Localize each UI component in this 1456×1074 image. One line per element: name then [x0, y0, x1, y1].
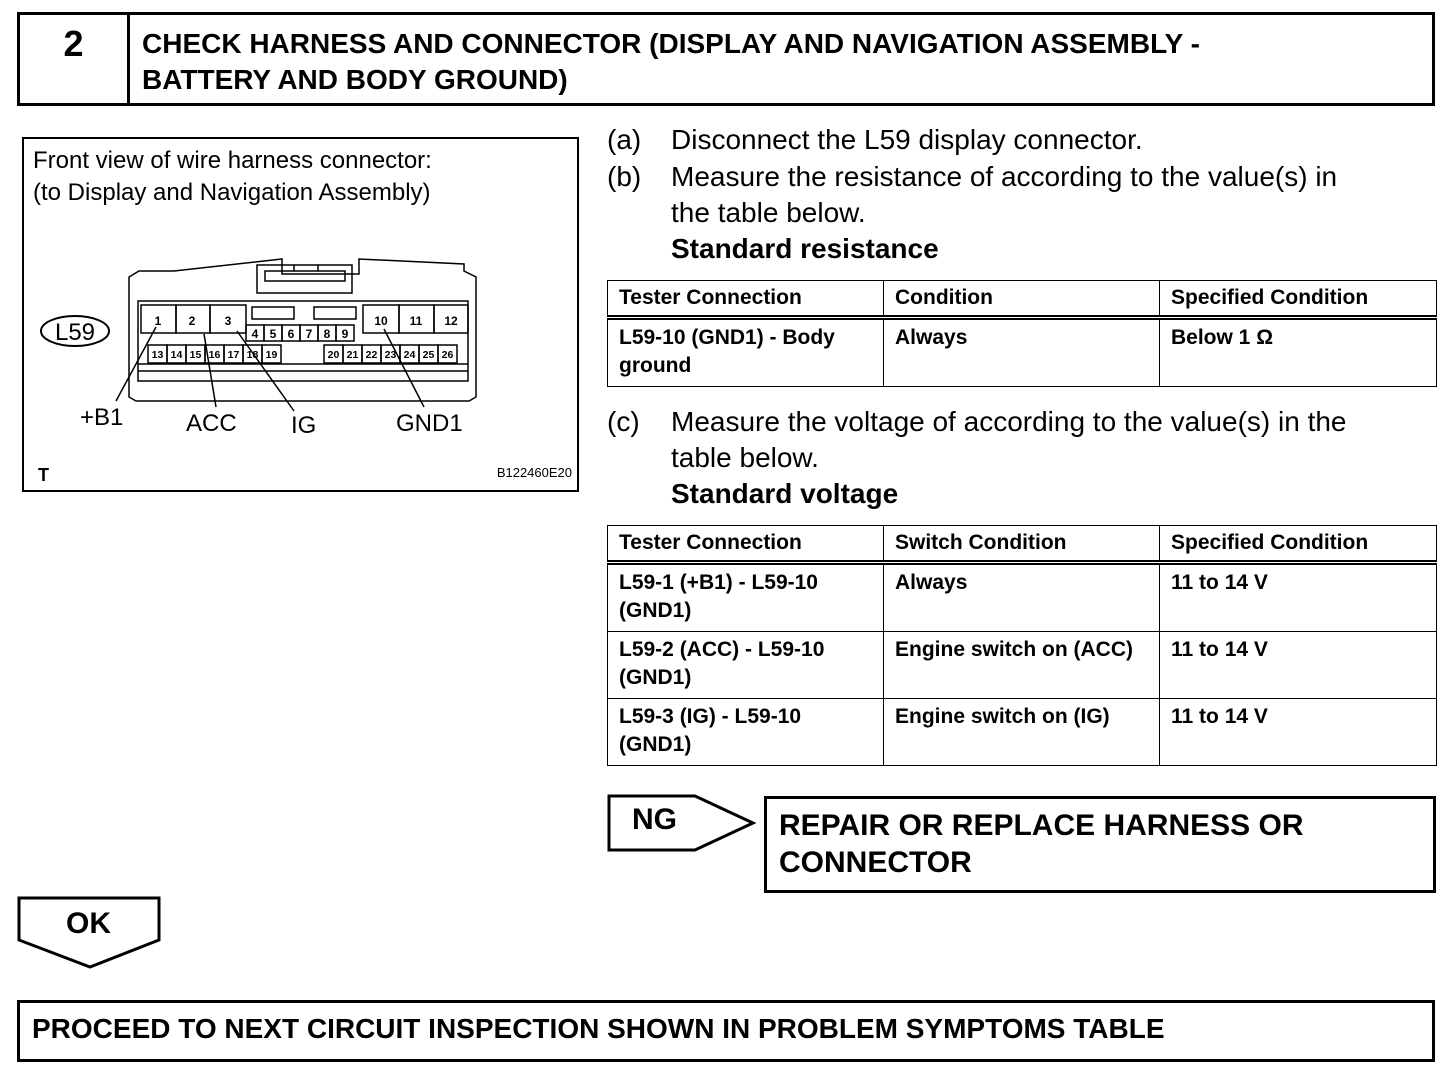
- instruction-b-letter: (b): [607, 161, 642, 192]
- instruction-b-text-line1: Measure the resistance of according to the value(s) in: [671, 161, 1338, 192]
- instruction-a: [607, 122, 1437, 158]
- column-header: Tester Connection: [608, 526, 884, 563]
- pin-label: 13: [151, 349, 164, 361]
- pin-label: 5: [269, 327, 277, 341]
- pin-label: 10: [374, 314, 388, 328]
- standard-voltage-label: Standard voltage: [671, 478, 899, 509]
- instruction-c: [607, 404, 1437, 476]
- label-b1: +B1: [80, 404, 124, 431]
- pin-label: 21: [346, 349, 359, 361]
- table-cell: Below 1 Ω: [1160, 318, 1437, 387]
- label-gnd1: GND1: [396, 410, 463, 437]
- step-title: CHECK HARNESS AND CONNECTOR (DISPLAY AND NAVIGATION ASSEMBLY - BATTERY AND BODY GROUND): [142, 28, 1200, 95]
- instruction-a-text: Disconnect the L59 display connector.: [671, 124, 1143, 155]
- pin-label: 7: [305, 327, 313, 341]
- voltage-table: [607, 525, 1437, 766]
- pin-label: 23: [384, 349, 397, 361]
- pin-label: 20: [327, 349, 340, 361]
- pin-label: 8: [323, 327, 331, 341]
- connector-figure: [22, 137, 579, 492]
- pin-label: 17: [227, 349, 240, 361]
- table-row: [608, 563, 1437, 632]
- pin-label: 12: [444, 314, 458, 328]
- connector-id: L59: [54, 319, 96, 346]
- pin-label: 9: [341, 327, 349, 341]
- instruction-c-text-line2: table below.: [671, 442, 819, 473]
- table-cell: L59-1 (+B1) - L59-10 (GND1): [608, 563, 884, 632]
- figure-caption-line2: (to Display and Navigation Assembly): [33, 179, 431, 206]
- column-header: Tester Connection: [608, 281, 884, 318]
- pin-label: 3: [224, 314, 232, 328]
- instruction-b-text-line2: the table below.: [671, 197, 866, 228]
- pin-label: 14: [170, 349, 183, 361]
- step-header: [17, 12, 1435, 106]
- figure-code: B122460E20: [496, 465, 572, 480]
- table-cell: 11 to 14 V: [1160, 563, 1437, 632]
- step-number: 2: [20, 15, 130, 103]
- table-header-row: [608, 526, 1437, 563]
- pin-label: 15: [189, 349, 202, 361]
- ng-label: NG: [632, 803, 677, 836]
- pin-label: 6: [287, 327, 295, 341]
- instruction-a-letter: (a): [607, 124, 642, 155]
- repair-action-box: [764, 796, 1436, 893]
- label-acc: ACC: [186, 410, 237, 437]
- label-ig: IG: [291, 412, 317, 439]
- connector-diagram: [24, 139, 581, 494]
- table-row: [608, 699, 1437, 766]
- table-cell: 11 to 14 V: [1160, 632, 1437, 699]
- table-cell: Engine switch on (IG): [884, 699, 1160, 766]
- pin-label: 11: [409, 314, 423, 328]
- pin-label: 25: [422, 349, 435, 361]
- corner-mark: T: [38, 465, 49, 485]
- pin-label: 18: [246, 349, 259, 361]
- leader-gnd1: [384, 329, 424, 407]
- instruction-c-letter: (c): [607, 406, 640, 437]
- table-header-row: [608, 281, 1437, 318]
- table-cell: L59-3 (IG) - L59-10 (GND1): [608, 699, 884, 766]
- instruction-c-text-line1: Measure the voltage of according to the value(s) in the: [671, 406, 1347, 437]
- table-cell: L59-2 (ACC) - L59-10 (GND1): [608, 632, 884, 699]
- pin-label: 19: [265, 349, 278, 361]
- pin-label: 1: [154, 314, 162, 328]
- pin-label: 16: [208, 349, 221, 361]
- ok-label: OK: [66, 907, 111, 940]
- resistance-table: [607, 280, 1437, 387]
- column-header: Specified Condition: [1160, 526, 1437, 563]
- figure-caption-line1: Front view of wire harness connector:: [33, 147, 432, 174]
- table-row: [608, 318, 1437, 387]
- pin-label: 24: [403, 349, 416, 361]
- connector-latch: [257, 265, 352, 293]
- column-header: Switch Condition: [884, 526, 1160, 563]
- instruction-b: [607, 159, 1437, 231]
- table-cell: Engine switch on (ACC): [884, 632, 1160, 699]
- repair-action-text: REPAIR OR REPLACE HARNESS OR CONNECTOR: [779, 809, 1304, 879]
- table-cell: 11 to 14 V: [1160, 699, 1437, 766]
- table-cell: Always: [884, 318, 1160, 387]
- table-cell: L59-10 (GND1) - Body ground: [608, 318, 884, 387]
- pin-label: 22: [365, 349, 378, 361]
- table-cell: Always: [884, 563, 1160, 632]
- pin-label: 4: [251, 327, 259, 341]
- proceed-text: PROCEED TO NEXT CIRCUIT INSPECTION SHOWN IN PROBLEM SYMPTOMS TABLE: [32, 1013, 1165, 1044]
- table-row: [608, 632, 1437, 699]
- proceed-box: [17, 1000, 1435, 1062]
- standard-resistance-label: Standard resistance: [671, 233, 939, 264]
- pin-label: 26: [441, 349, 454, 361]
- ng-arrow-icon: [607, 794, 759, 852]
- pin-label: 2: [188, 314, 196, 328]
- column-header: Condition: [884, 281, 1160, 318]
- column-header: Specified Condition: [1160, 281, 1437, 318]
